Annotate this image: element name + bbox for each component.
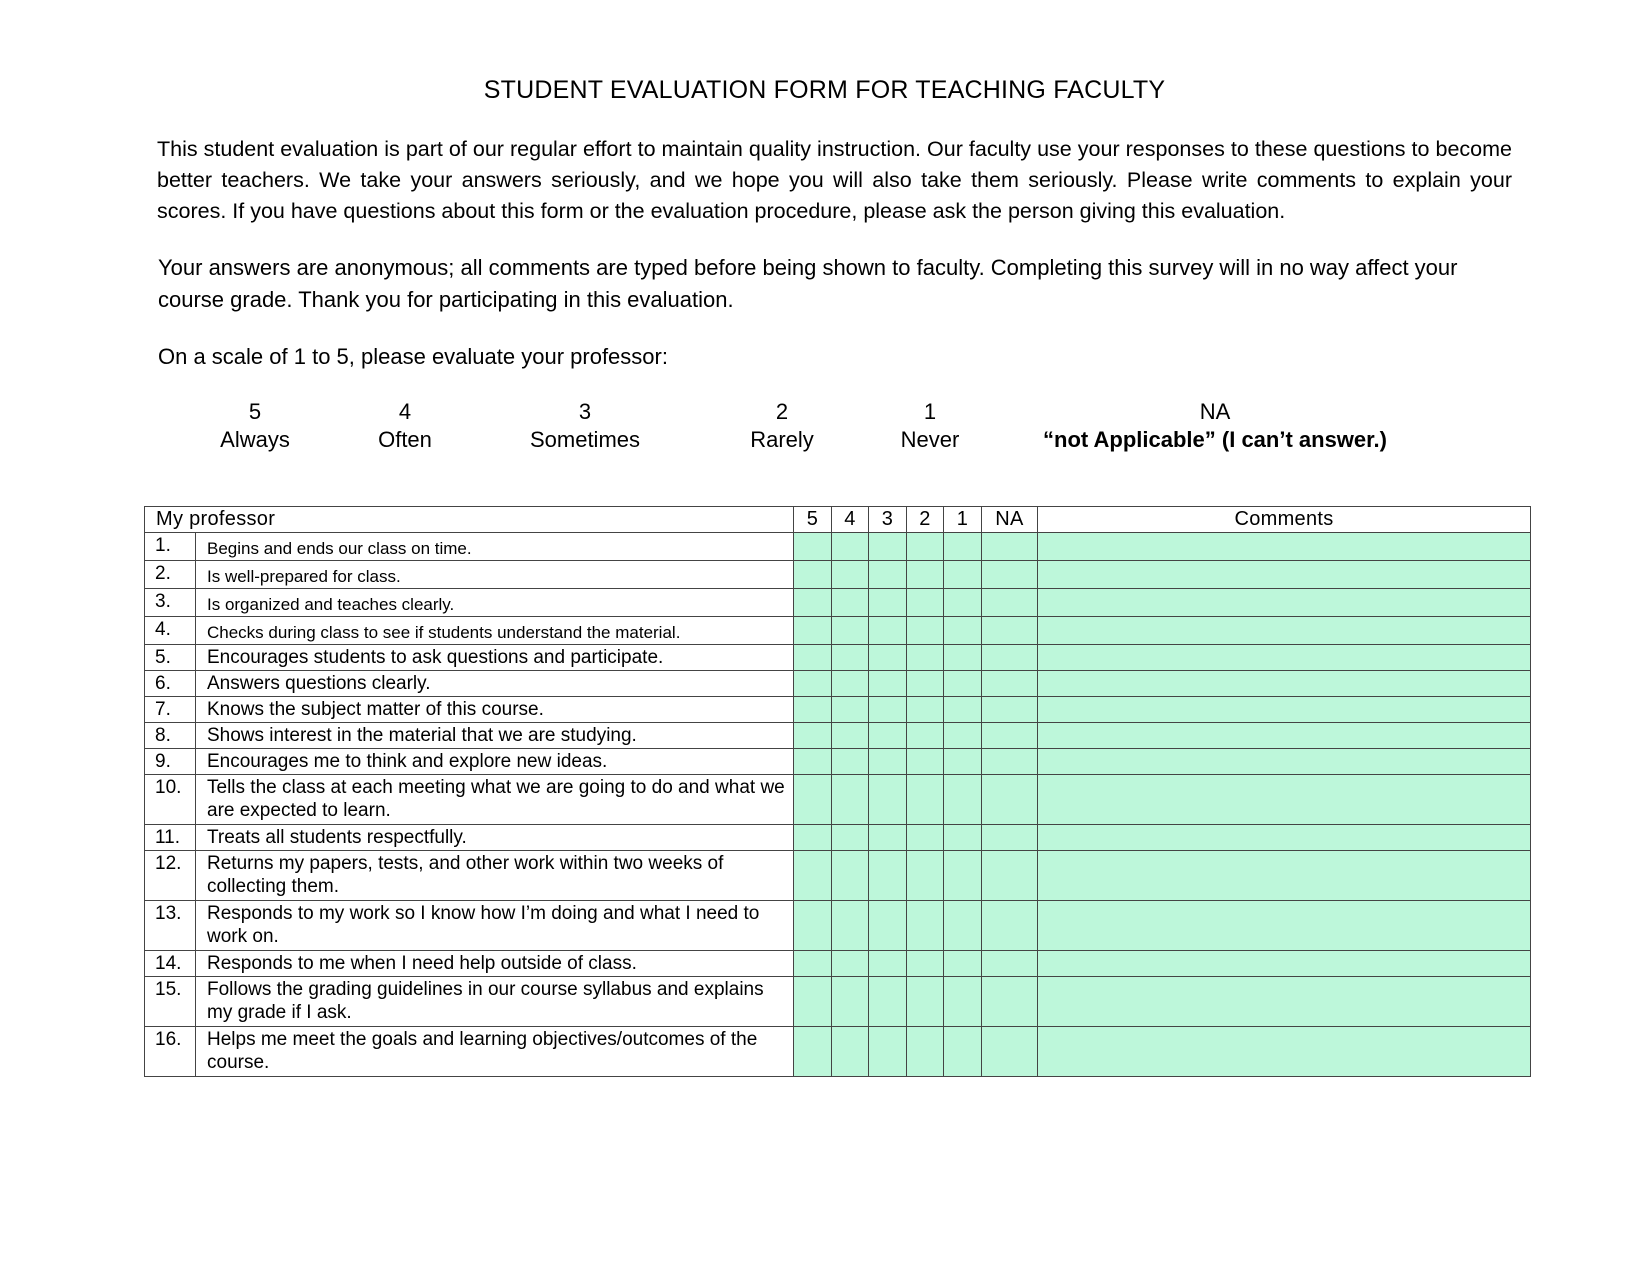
rating-cell-3[interactable] [869, 977, 907, 1027]
table-row [145, 901, 1531, 951]
rating-cell-2[interactable] [907, 723, 944, 749]
table-row [145, 749, 1531, 775]
rating-cell-2[interactable] [907, 977, 944, 1027]
rating-cell-1[interactable] [944, 697, 982, 723]
rating-cell-3[interactable] [869, 561, 907, 589]
rating-cell-3[interactable] [869, 723, 907, 749]
table-row [145, 723, 1531, 749]
rating-cell-1[interactable] [944, 775, 982, 825]
rating-cell-3[interactable] [869, 851, 907, 901]
rating-cell-na[interactable] [982, 825, 1038, 851]
scale-option-1 [875, 398, 985, 454]
item-number: 10. [145, 775, 196, 825]
item-statement: Returns my papers, tests, and other work within two weeks of collecting them. [196, 851, 794, 901]
rating-cell-2[interactable] [907, 533, 944, 561]
item-number: 7. [145, 697, 196, 723]
rating-cell-3[interactable] [869, 749, 907, 775]
rating-cell-4[interactable] [832, 617, 869, 645]
rating-cell-1[interactable] [944, 671, 982, 697]
rating-cell-1[interactable] [944, 589, 982, 617]
rating-cell-5[interactable] [794, 561, 832, 589]
rating-cell-4[interactable] [832, 1027, 869, 1077]
table-row [145, 1027, 1531, 1077]
comment-field[interactable] [1038, 697, 1531, 723]
item-statement: Begins and ends our class on time. [196, 533, 794, 561]
item-number: 8. [145, 723, 196, 749]
item-statement: Shows interest in the material that we are studying. [196, 723, 794, 749]
rating-cell-5[interactable] [794, 617, 832, 645]
form-title: STUDENT EVALUATION FORM FOR TEACHING FACULTY [483, 76, 1166, 104]
rating-cell-1[interactable] [944, 825, 982, 851]
item-statement: Encourages students to ask questions and participate. [196, 645, 794, 671]
comment-field[interactable] [1038, 825, 1531, 851]
item-number: 6. [145, 671, 196, 697]
scale-option-3 [510, 398, 660, 454]
rating-cell-na[interactable] [982, 533, 1038, 561]
header-col-1: 1 [944, 507, 982, 533]
rating-cell-4[interactable] [832, 901, 869, 951]
rating-cell-na[interactable] [982, 645, 1038, 671]
scale-value: 5 [248, 399, 262, 424]
rating-cell-3[interactable] [869, 825, 907, 851]
item-statement: Encourages me to think and explore new ideas. [196, 749, 794, 775]
rating-cell-5[interactable] [794, 977, 832, 1027]
rating-cell-1[interactable] [944, 851, 982, 901]
item-number: 16. [145, 1027, 196, 1077]
scale-option-na [1030, 398, 1400, 454]
rating-cell-5[interactable] [794, 851, 832, 901]
table-row [145, 671, 1531, 697]
scale-value: NA [1199, 399, 1231, 424]
table-row [145, 977, 1531, 1027]
rating-cell-2[interactable] [907, 901, 944, 951]
rating-cell-1[interactable] [944, 1027, 982, 1077]
scale-value: 1 [923, 399, 937, 424]
rating-cell-3[interactable] [869, 645, 907, 671]
scale-label: Sometimes [529, 427, 641, 452]
rating-cell-3[interactable] [869, 775, 907, 825]
scale-label: Never [900, 427, 960, 452]
anonymity-paragraph: Your answers are anonymous; all comments are typed before being shown to faculty. Completing this survey will in no way affect your course grade. Thank you for participating in this evaluation. [158, 255, 1458, 312]
comment-field[interactable] [1038, 645, 1531, 671]
rating-cell-3[interactable] [869, 1027, 907, 1077]
rating-cell-na[interactable] [982, 617, 1038, 645]
comment-field[interactable] [1038, 749, 1531, 775]
rating-cell-2[interactable] [907, 1027, 944, 1077]
rating-cell-3[interactable] [869, 901, 907, 951]
rating-cell-1[interactable] [944, 617, 982, 645]
rating-cell-1[interactable] [944, 533, 982, 561]
rating-cell-5[interactable] [794, 697, 832, 723]
item-number: 3. [145, 589, 196, 617]
comment-field[interactable] [1038, 951, 1531, 977]
comment-field[interactable] [1038, 617, 1531, 645]
rating-cell-5[interactable] [794, 723, 832, 749]
comment-field[interactable] [1038, 589, 1531, 617]
rating-cell-na[interactable] [982, 1027, 1038, 1077]
rating-cell-5[interactable] [794, 533, 832, 561]
rating-cell-4[interactable] [832, 723, 869, 749]
header-my-professor: My professor [145, 507, 794, 533]
table-row [145, 617, 1531, 645]
item-statement: Is organized and teaches clearly. [196, 589, 794, 617]
item-number: 15. [145, 977, 196, 1027]
item-number: 14. [145, 951, 196, 977]
rating-cell-na[interactable] [982, 749, 1038, 775]
header-comments: Comments [1038, 507, 1531, 533]
item-statement: Checks during class to see if students understand the material. [196, 617, 794, 645]
rating-cell-2[interactable] [907, 697, 944, 723]
item-number: 9. [145, 749, 196, 775]
comment-field[interactable] [1038, 851, 1531, 901]
rating-cell-2[interactable] [907, 951, 944, 977]
item-number: 1. [145, 533, 196, 561]
item-number: 12. [145, 851, 196, 901]
table-row [145, 645, 1531, 671]
item-statement: Tells the class at each meeting what we are going to do and what we are expected to learn. [196, 775, 794, 825]
item-number: 4. [145, 617, 196, 645]
scale-value: 2 [775, 399, 789, 424]
scale-label: Always [220, 427, 290, 452]
rating-cell-3[interactable] [869, 697, 907, 723]
rating-cell-1[interactable] [944, 645, 982, 671]
item-number: 13. [145, 901, 196, 951]
header-col-5: 5 [794, 507, 832, 533]
comment-field[interactable] [1038, 775, 1531, 825]
rating-cell-4[interactable] [832, 671, 869, 697]
item-statement: Responds to my work so I know how I’m doing and what I need to work on. [196, 901, 794, 951]
comment-field[interactable] [1038, 723, 1531, 749]
rating-cell-3[interactable] [869, 589, 907, 617]
rating-cell-5[interactable] [794, 951, 832, 977]
rating-cell-4[interactable] [832, 561, 869, 589]
rating-cell-1[interactable] [944, 901, 982, 951]
rating-cell-na[interactable] [982, 977, 1038, 1027]
rating-cell-na[interactable] [982, 851, 1038, 901]
scale-label: “not Applicable” (I can’t answer.) [1043, 427, 1387, 452]
scale-value: 4 [398, 399, 412, 424]
item-statement: Answers questions clearly. [196, 671, 794, 697]
item-statement: Responds to me when I need help outside of class. [196, 951, 794, 977]
item-number: 2. [145, 561, 196, 589]
rating-cell-5[interactable] [794, 1027, 832, 1077]
scale-value: 3 [578, 399, 592, 424]
rating-cell-4[interactable] [832, 645, 869, 671]
rating-cell-2[interactable] [907, 825, 944, 851]
header-col-4: 4 [832, 507, 869, 533]
rating-cell-2[interactable] [907, 589, 944, 617]
rating-cell-5[interactable] [794, 825, 832, 851]
rating-cell-4[interactable] [832, 951, 869, 977]
comment-field[interactable] [1038, 671, 1531, 697]
rating-cell-3[interactable] [869, 617, 907, 645]
comment-field[interactable] [1038, 977, 1531, 1027]
rating-cell-3[interactable] [869, 671, 907, 697]
comment-field[interactable] [1038, 533, 1531, 561]
table-row [145, 825, 1531, 851]
rating-cell-5[interactable] [794, 749, 832, 775]
rating-cell-2[interactable] [907, 617, 944, 645]
comment-field[interactable] [1038, 561, 1531, 589]
rating-cell-4[interactable] [832, 825, 869, 851]
rating-cell-1[interactable] [944, 951, 982, 977]
rating-cell-na[interactable] [982, 901, 1038, 951]
scale-instruction: On a scale of 1 to 5, please evaluate your professor: [158, 344, 668, 369]
comment-field[interactable] [1038, 901, 1531, 951]
rating-cell-2[interactable] [907, 851, 944, 901]
table-row [145, 775, 1531, 825]
scale-option-2 [727, 398, 837, 454]
rating-cell-na[interactable] [982, 561, 1038, 589]
rating-cell-na[interactable] [982, 697, 1038, 723]
rating-cell-4[interactable] [832, 851, 869, 901]
rating-cell-4[interactable] [832, 697, 869, 723]
item-statement: Follows the grading guidelines in our course syllabus and explains my grade if I ask. [196, 977, 794, 1027]
table-row [145, 589, 1531, 617]
item-statement: Knows the subject matter of this course. [196, 697, 794, 723]
rating-cell-2[interactable] [907, 561, 944, 589]
rating-cell-5[interactable] [794, 589, 832, 617]
rating-cell-1[interactable] [944, 723, 982, 749]
rating-cell-3[interactable] [869, 533, 907, 561]
scale-option-4 [350, 398, 460, 454]
rating-cell-5[interactable] [794, 671, 832, 697]
scale-label: Often [378, 427, 432, 452]
table-row [145, 851, 1531, 901]
rating-cell-1[interactable] [944, 749, 982, 775]
rating-cell-2[interactable] [907, 775, 944, 825]
rating-cell-na[interactable] [982, 951, 1038, 977]
rating-cell-4[interactable] [832, 533, 869, 561]
rating-cell-5[interactable] [794, 645, 832, 671]
rating-cell-na[interactable] [982, 671, 1038, 697]
table-row [145, 697, 1531, 723]
rating-cell-4[interactable] [832, 775, 869, 825]
item-statement: Treats all students respectfully. [196, 825, 794, 851]
table-row [145, 561, 1531, 589]
rating-cell-4[interactable] [832, 589, 869, 617]
rating-cell-2[interactable] [907, 671, 944, 697]
item-number: 5. [145, 645, 196, 671]
rating-cell-4[interactable] [832, 977, 869, 1027]
rating-cell-1[interactable] [944, 561, 982, 589]
intro-paragraph: This student evaluation is part of our regular effort to maintain quality instruction. Our faculty use your responses to these questions to become better teachers. We take your answers seriously, and we hope you will also take them seriously. Please write comments to explain your scores. If you have questions about this form or the evaluation procedure, please ask the person giving this evaluation. [157, 137, 1512, 223]
rating-cell-4[interactable] [832, 749, 869, 775]
rating-cell-5[interactable] [794, 775, 832, 825]
rating-cell-3[interactable] [869, 951, 907, 977]
rating-cell-5[interactable] [794, 901, 832, 951]
comment-field[interactable] [1038, 1027, 1531, 1077]
rating-cell-na[interactable] [982, 589, 1038, 617]
rating-cell-na[interactable] [982, 775, 1038, 825]
rating-cell-2[interactable] [907, 749, 944, 775]
rating-cell-1[interactable] [944, 977, 982, 1027]
scale-label: Rarely [750, 427, 814, 452]
scale-option-5 [200, 398, 310, 454]
rating-cell-2[interactable] [907, 645, 944, 671]
header-col-na: NA [982, 507, 1038, 533]
evaluation-table [144, 506, 1531, 1077]
header-col-2: 2 [907, 507, 944, 533]
rating-cell-na[interactable] [982, 723, 1038, 749]
item-statement: Helps me meet the goals and learning objectives/outcomes of the course. [196, 1027, 794, 1077]
table-header-row [145, 507, 1531, 533]
item-number: 11. [145, 825, 196, 851]
header-col-3: 3 [869, 507, 907, 533]
item-statement: Is well-prepared for class. [196, 561, 794, 589]
table-row [145, 533, 1531, 561]
table-row [145, 951, 1531, 977]
